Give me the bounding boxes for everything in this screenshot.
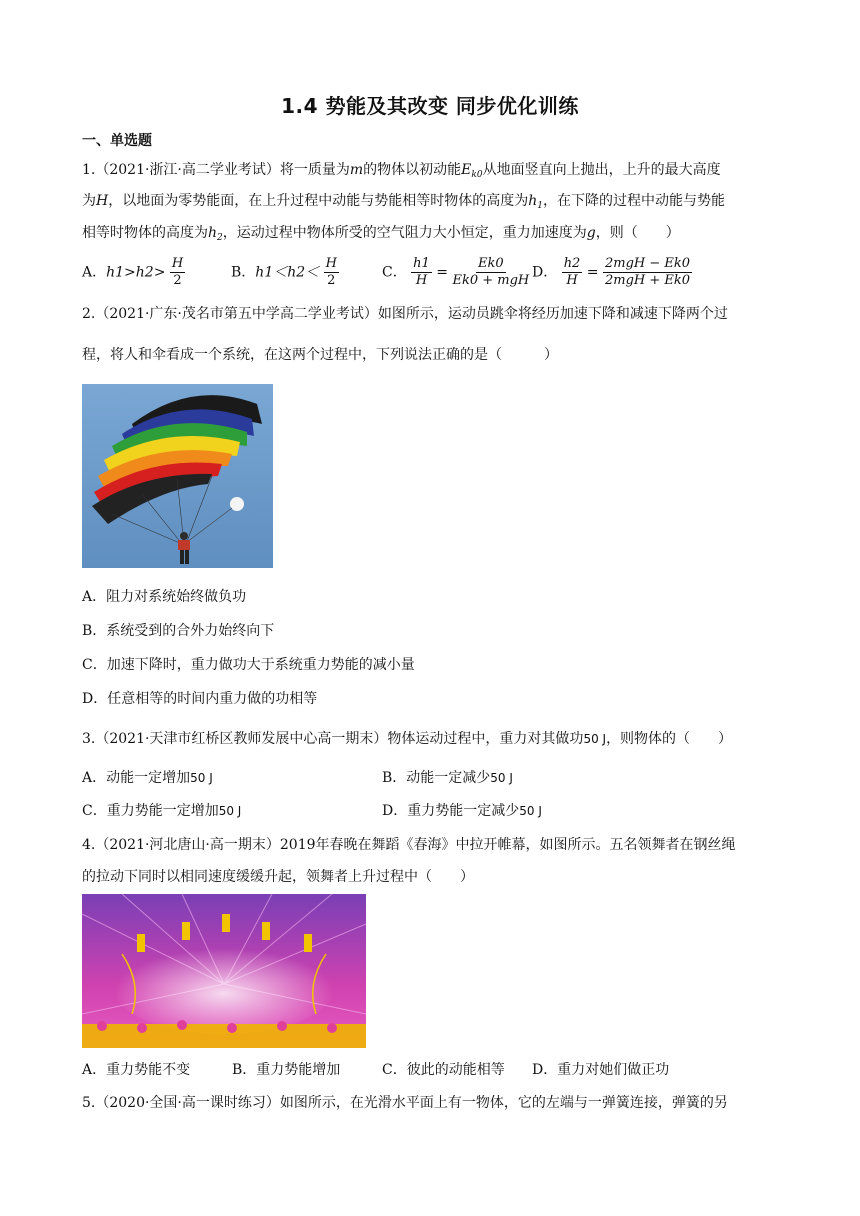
q1-line-3: 相等时物体的高度为$h_2$，运动过程中物体所受的空气阻力大小恒定，重力加速度为g，则（ ）: [82, 225, 680, 243]
parachute-illustration: [82, 384, 273, 568]
q2-line-1: 2.（2021·广东·茂名市第五中学高二学业考试）如图所示，运动员跳伞将经历加速下降和减速下降两个过: [82, 306, 728, 322]
fraction: $\frac{Ek0}{\text{Ek0 + mgH}}$: [452, 256, 530, 288]
fraction: $\frac{H}{2}$: [171, 256, 184, 288]
q2-option-a[interactable]: A．阻力对系统始终做负功: [82, 589, 247, 605]
q2-option-b[interactable]: B．系统受到的合外力始终向下: [82, 623, 275, 639]
fraction: $\frac{H}{2}$: [325, 256, 337, 288]
page-title: 1.4 势能及其改变 同步优化训练: [281, 94, 579, 118]
q1-line-2: 为H，以地面为零势能面，在上升过程中动能与势能相等时物体的高度为$h_1$，在下降的过程中动能与势能: [82, 193, 725, 211]
q4-line-1: 4.（2021·河北唐山·高一期末）2019年春晚在舞蹈《春海》中拉开帷幕，如图所示。五名领舞者在钢丝绳: [82, 837, 736, 853]
q1-option-c[interactable]: C． $\frac{h1}{H}$ = $\frac{Ek0}{\text{Ek0 + mgH}}$: [382, 256, 530, 288]
q3-option-c[interactable]: C．重力势能一定增加50 J: [82, 803, 242, 819]
section-heading: 一、单选题: [82, 133, 152, 149]
q2-line-2: 程，将人和伞看成一个系统，在这两个过程中，下列说法正确的是（ ）: [82, 347, 558, 363]
q3-line-1: 3.（2021·天津市红桥区教师发展中心高一期末）物体运动过程中，重力对其做功50 J，则物体的（ ）: [82, 731, 733, 747]
stage-photo: [82, 894, 366, 1048]
q4-line-2: 的拉动下同时以相同速度缓缓升起，领舞者上升过程中（ ）: [82, 869, 474, 885]
q4-option-a[interactable]: A．重力势能不变: [82, 1062, 191, 1078]
fraction: $\frac{\text{2mgH − Ek0}}{\text{2mgH + Ek0}}$: [604, 256, 691, 288]
q1-line-1: 1.（2021·浙江·高二学业考试）将一质量为m的物体以初动能$E_{k0}$从地面竖直向上抛出，上升的最大高度: [82, 162, 721, 180]
fraction: $\frac{h1}{H}$: [413, 256, 430, 288]
q3-option-b[interactable]: B．动能一定减少50 J: [382, 770, 513, 786]
q2-option-d[interactable]: D．任意相等的时间内重力做的功相等: [82, 691, 318, 707]
fraction: $\frac{h2}{H}$: [563, 256, 581, 288]
stage-illustration: [82, 894, 366, 1048]
q5-line-1: 5.（2020·全国·高一课时练习）如图所示，在光滑水平面上有一物体，它的左端与一弹簧连接，弹簧的另: [82, 1095, 728, 1111]
q4-option-c[interactable]: C．彼此的动能相等: [382, 1062, 505, 1078]
q4-option-b[interactable]: B．重力势能增加: [232, 1062, 341, 1078]
q1-option-a[interactable]: A．h1>h2> $\frac{H}{2}$: [82, 256, 184, 288]
q1-option-b[interactable]: B．h1＜h2＜ $\frac{H}{2}$: [231, 256, 337, 288]
q2-option-c[interactable]: C．加速下降时，重力做功大于系统重力势能的减小量: [82, 657, 415, 673]
q3-option-a[interactable]: A．动能一定增加50 J: [82, 770, 213, 786]
q1-option-d[interactable]: D． $\frac{h2}{H}$ = $\frac{\text{2mgH − Ek0}}{\text{2mgH + Ek0}}$: [532, 256, 691, 288]
parachute-photo: [82, 384, 273, 568]
q4-option-d[interactable]: D．重力对她们做正功: [532, 1062, 670, 1078]
q3-option-d[interactable]: D．重力势能一定减少50 J: [382, 803, 542, 819]
